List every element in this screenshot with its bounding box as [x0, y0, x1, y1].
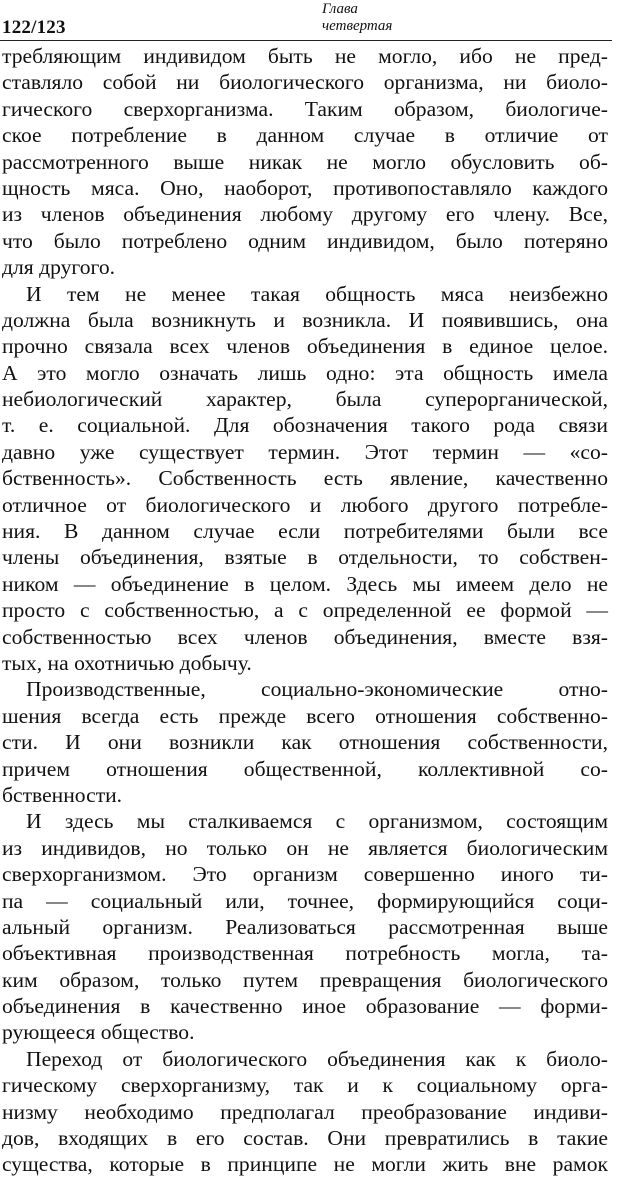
text-line: Производственные, социально-экономические отно-	[26, 677, 608, 702]
text-line: ское потребление в данном случае в отличие от	[2, 123, 608, 148]
text-line: бственность». Собственность есть явление, качественно	[2, 466, 608, 491]
text-line: небиологический характер, была суперорганической,	[2, 387, 608, 412]
text-line: дов, входящих в его состав. Они превратились в такие	[2, 1126, 608, 1151]
text-line: гического сверхорганизма. Таким образом, биологиче-	[2, 96, 608, 121]
text-line: для другого.	[2, 255, 116, 280]
text-line: существа, которые в принципе не могли жить вне рамок	[2, 1152, 608, 1177]
body-text	[2, 43, 608, 1178]
text-line: сти. И они возникли как отношения собственности,	[2, 730, 608, 755]
text-line: рассмотренного выше никак не могло обусловить об-	[2, 149, 608, 174]
chapter-name: четвертая	[322, 18, 393, 34]
text-line: из членов объединения любому другому его члену. Все,	[2, 202, 608, 227]
text-line: ния. В данном случае если потребителями были все	[2, 519, 608, 544]
text-line: сверхорганизмом. Это организм совершенно иного ти-	[2, 862, 608, 887]
text-line: А это могло означать лишь одно: эта общность имела	[2, 360, 608, 385]
text-line: ставляло собой ни биологического организма, ни биоло-	[2, 70, 608, 95]
text-line: прочно связала всех членов объединения в единое целое.	[2, 334, 608, 359]
text-line: требляющим индивидом быть не могло, ибо не пред-	[2, 44, 608, 68]
text-line: щность мяса. Оно, наоборот, противопоставляло каждого	[2, 175, 608, 200]
text-line: тых, на охотничью добычу.	[2, 650, 252, 675]
text-line: причем отношения общественной, коллективной со-	[2, 756, 608, 781]
text-line: члены объединения, взятые в отдельности, то собствен-	[2, 545, 608, 570]
text-line: отличное от биологического и любого другого потребле-	[2, 492, 608, 517]
text-line: И здесь мы сталкиваемся с организмом, состоящим	[26, 809, 608, 834]
text-line: объективная производственная потребность могла, та-	[2, 941, 608, 966]
page-number: 122/123	[2, 17, 66, 38]
text-line: альный организм. Реализоваться рассмотренная выше	[2, 914, 608, 939]
text-line: ником — объединение в целом. Здесь мы имеем дело не	[2, 571, 608, 596]
text-line: бственности.	[2, 782, 123, 807]
text-line: что было потреблено одним индивидом, было потеряно	[2, 228, 608, 253]
text-line: т. е. социальной. Для обозначения такого рода связи	[2, 413, 608, 438]
text-line: должна была возникнуть и возникла. И появившись, она	[2, 307, 608, 332]
chapter-label: Глава	[322, 1, 358, 17]
text-line: па — социальный или, точнее, формирующийся соци-	[2, 888, 608, 913]
running-head	[322, 1, 392, 35]
text-line: собственностью всех членов объединения, вместе взя-	[2, 624, 608, 649]
text-line: гическому сверхорганизму, так и к социальному орга-	[2, 1073, 608, 1098]
text-line: И тем не менее такая общность мяса неизбежно	[26, 281, 608, 306]
text-line: давно уже существует термин. Этот термин — «со-	[2, 439, 608, 464]
text-line: ким образом, только путем превращения биологического	[2, 967, 608, 992]
text-line: просто с собственностью, а с определенной ее формой —	[2, 598, 608, 623]
text-line: Переход от биологического объединения как к биоло-	[26, 1046, 608, 1071]
text-line: из индивидов, но только он не является биологическим	[2, 835, 608, 860]
text-line: низму необходимо предполагал преобразование индиви-	[2, 1099, 608, 1124]
page-header	[0, 0, 612, 41]
text-line: рующееся общество.	[2, 1020, 195, 1045]
text-line: шения всегда есть прежде всего отношения собственно-	[2, 703, 608, 728]
text-line: объединения в качественно иное образование — форми-	[2, 994, 608, 1019]
